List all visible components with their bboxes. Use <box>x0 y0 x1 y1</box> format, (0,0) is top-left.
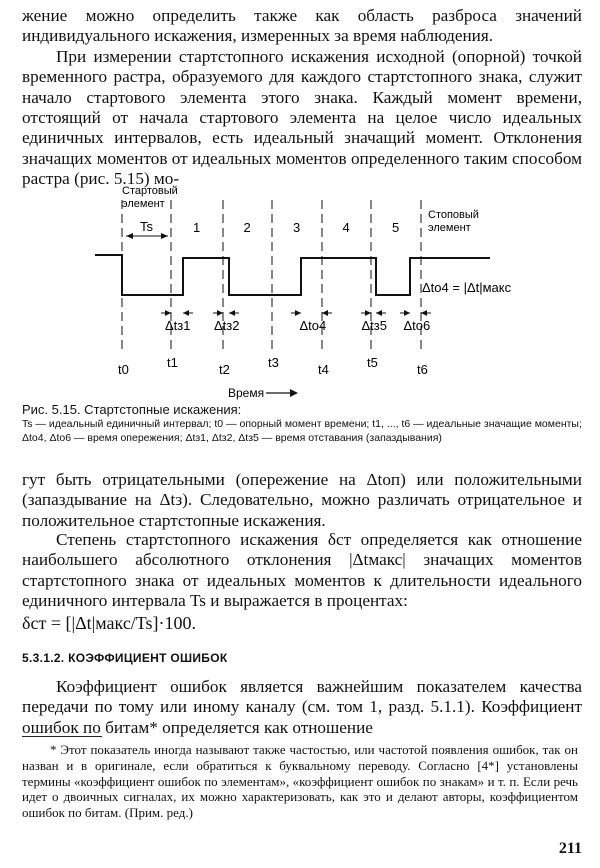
delta-arrow-right-icon <box>183 310 189 316</box>
footnote-divider <box>22 736 102 737</box>
time-axis-label: Время <box>228 386 265 400</box>
time-tick-t2: t2 <box>219 362 230 377</box>
max-deviation-label: Δtо4 = |Δt|макс <box>422 280 512 295</box>
stop-element-label-line1: Стоповый <box>428 209 479 221</box>
delta-label-4: Δtо6 <box>403 318 431 333</box>
paragraph-1: жение можно определить также как область разброса значений индивидуального искажения, измеренных за время наблюдения. <box>22 6 582 46</box>
ts-arrow-right-icon <box>161 233 168 239</box>
element-number-3: 3 <box>293 220 301 235</box>
element-number-5: 5 <box>392 220 400 235</box>
ts-arrow-left-icon <box>126 233 133 239</box>
footnote <box>22 742 578 821</box>
delta-arrow-left-icon <box>365 310 371 316</box>
element-number-4: 4 <box>342 220 350 235</box>
caption-legend: Ts — идеальный единичный интервал; t0 — опорный момент времени; t1, ..., t6 — идеальные значащие моменты; Δtо4, Δtо6 — время опережения; Δtз1, Δtз2, Δtз5 — время отставания (запаздывания) <box>22 418 582 444</box>
paragraph-4-text: Степень стартстопного искажения δст определяется как отношение наибольшего абсолютного отклонения |Δtмакс| значащих моментов стартстопного знака от идеальных моментов к длительности идеального единичного интервала Ts и выражается в процентах: <box>22 530 582 611</box>
paragraph-5 <box>22 677 582 738</box>
paragraph-5-text: Коэффициент ошибок является важнейшим показателем качества передачи по тому или иному каналу (см. том 1, разд. 5.1.1). Коэффициент ошибок по битам* определяется как отношение <box>22 677 582 737</box>
delta-arrow-right-icon <box>421 310 427 316</box>
delta-arrow-left-icon <box>165 310 171 316</box>
start-element-label-line1: Стартовый <box>122 185 178 197</box>
element-numbers <box>193 220 399 235</box>
element-number-2: 2 <box>243 220 251 235</box>
caption-title: Рис. 5.15. Стартстопные искажения: <box>22 402 242 417</box>
delta-arrow-right-icon <box>322 310 328 316</box>
time-tick-t1: t1 <box>167 355 178 370</box>
time-tick-t5: t5 <box>367 355 378 370</box>
distortion-formula: δст = [|Δt|макс/Ts]·100. <box>22 613 197 633</box>
paragraph-2: При измерении стартстопного искажения исходной (опорной) точкой временного растра, образуемого для каждого стартстопного знака, служит начало стартового элемента этого знака. Каждый момент времени, отстоящий от начала стартового элемента на целое число идеальных единичных интервалов, есть идеальный значащий момент. Отклонения значащих моментов от идеальных моментов определенного таким способом растра (рис. 5.15) мо- <box>22 46 582 189</box>
delta-label-0: Δtз1 <box>165 318 191 333</box>
paragraph-4 <box>22 530 582 612</box>
delta-arrow-right-icon <box>229 310 235 316</box>
delta-label-1: Δtз2 <box>214 318 240 333</box>
page-number: 211 <box>558 840 582 857</box>
time-tick-labels <box>118 355 428 377</box>
time-axis-arrow-icon <box>290 389 298 397</box>
start-element-label-line2: элемент <box>122 198 165 210</box>
time-tick-t3: t3 <box>268 355 279 370</box>
figure-caption <box>22 402 582 445</box>
deviation-markers <box>161 310 431 333</box>
section-heading: 5.3.1.2. КОЭФФИЦИЕНТ ОШИБОК <box>22 651 228 665</box>
ts-label: Ts <box>140 219 153 234</box>
delta-arrow-right-icon <box>376 310 382 316</box>
delta-label-3: Δtз5 <box>361 318 387 333</box>
delta-label-2: Δtо4 <box>299 318 327 333</box>
time-tick-t0: t0 <box>118 362 129 377</box>
delta-arrow-left-icon <box>404 310 410 316</box>
delta-arrow-left-icon <box>295 310 301 316</box>
time-tick-t4: t4 <box>318 362 329 377</box>
stop-element-label-line2: элемент <box>428 222 471 234</box>
element-number-1: 1 <box>193 220 201 235</box>
time-tick-t6: t6 <box>417 362 428 377</box>
delta-arrow-left-icon <box>217 310 223 316</box>
paragraph-3: гут быть отрицательными (опережение на Δtоп) или положительными (запаздывание на Δtз). Следовательно, можно различать отрицательное и положительное стартстопные искажения. <box>22 470 582 530</box>
footnote-text: * Этот показатель иногда называют также частостью, или частотой появления ошибок, так он назван и в оригинале, если обратиться к буквальному переводу. Согласно [4*] установлены термины «коэффициент ошибок по элементам», «коэффициент ошибок по знакам» и т. п. Если речь идет о двоичных сигналах, их можно характеризовать, как это и делают авторы, коэффициентом ошибок по битам. (Прим. ред.) <box>22 742 578 821</box>
